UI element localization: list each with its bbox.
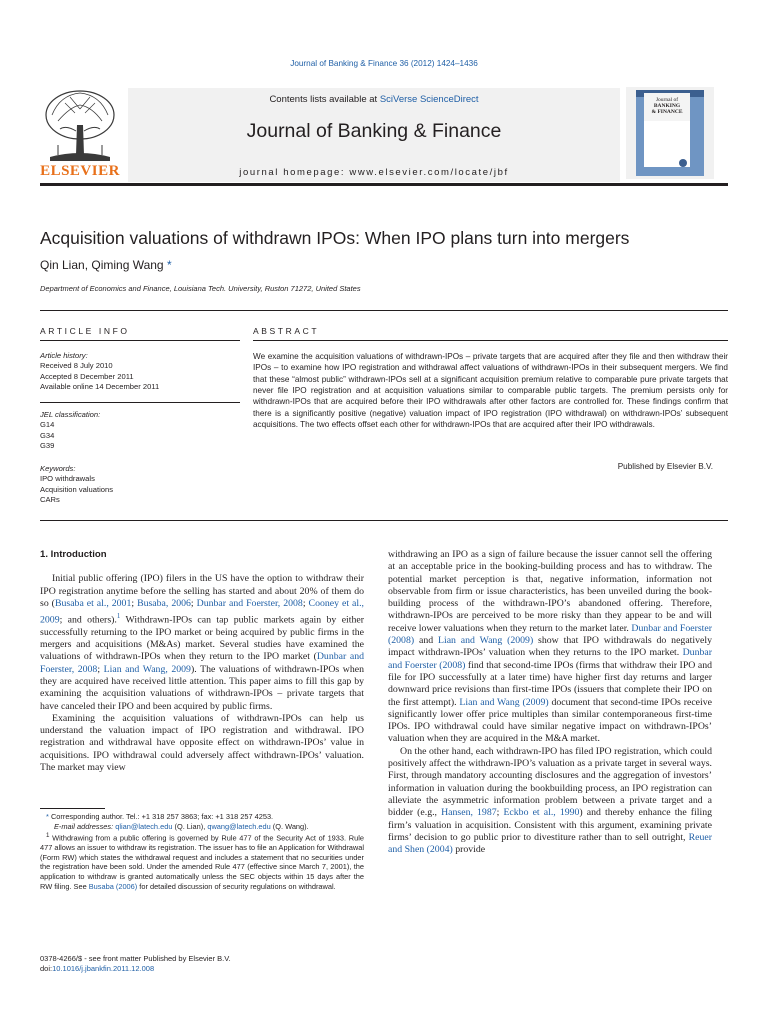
citation-link[interactable]: Busaba, 2006 bbox=[137, 597, 191, 609]
text: ). The valuations of withdrawn-IPOs when they are acquired have received little attention. This paper aims to fill this gap by examining the acquisition valuations of withdrawn-IPOs – private targets that have canceled their IPO and been acquired by public firms. bbox=[40, 663, 365, 712]
issn-doi bbox=[40, 954, 231, 974]
body-column-right bbox=[388, 549, 712, 856]
journal-cover-thumbnail[interactable] bbox=[626, 87, 714, 179]
citation-link[interactable]: Dunbar and Foerster (2008) bbox=[388, 647, 712, 671]
text: Withdrawn-IPOs can tap public markets again by either successfully returning to the IPO market or being acquired by public firms in the mergers and acquisitions (M&As) market. Several studies have examined the valuations of withdrawn-IPOs when they return to the IPO market ( bbox=[40, 614, 364, 663]
citation-link[interactable]: Eckbo et al., 1990 bbox=[503, 807, 580, 819]
author-names: Qin Lian, Qiming Wang bbox=[40, 258, 164, 272]
email-link[interactable]: qlian@latech.edu bbox=[115, 821, 173, 831]
sciencedirect-link[interactable]: SciVerse ScienceDirect bbox=[379, 94, 479, 105]
text: find that second-time IPOs (firms that withdraw their IPO and file for IPO successfully at a later time) have higher first day returns and larger downward price revisions than first-time IPOs (issuers that complete their IPO on the first attempt). bbox=[388, 659, 713, 708]
journal-homepage[interactable]: journal homepage: www.elsevier.com/locate/jbf bbox=[239, 167, 509, 178]
text: Withdrawing from a public offering is governed by Rule 477 of the Security Act of 1933. Rule 477 allows an issuer to withdraw its registration. The issuer has to file an Application for Withdrawal (Form RW) which states the withdrawal request and includes a statement that no securities under the registration have been sold. Under the amended Rule 477 (effective since March 7, 2001), the application to withdraw is granted automatically unless the SEC objects within 15 days after the RW filing. See bbox=[40, 833, 364, 891]
divider bbox=[40, 402, 240, 403]
masthead-rule bbox=[40, 183, 728, 186]
affiliation: Department of Economics and Finance, Louisiana Tech. University, Ruston 71272, United States bbox=[40, 284, 361, 293]
text: show that IPO withdrawals do negatively impact withdrawn-IPOs’ valuation when they returns to the IPO market. bbox=[388, 635, 712, 659]
paragraph: Examining the acquisition valuations of withdrawn-IPOs can help us understand the valuation impact of IPO registration and withdrawal. IPO registration and withdrawal have opposite effect on withdrawn-IPOs’ value in acquisitions. IPO withdrawal could adversely affect withdrawn-IPOs’ valuation. The market may view bbox=[40, 712, 364, 774]
history-item: Available online 14 December 2011 bbox=[40, 382, 160, 392]
citation-link[interactable]: Busaba et al., 2001 bbox=[54, 597, 132, 609]
divider bbox=[40, 520, 728, 521]
text: ; bbox=[302, 597, 309, 609]
divider bbox=[40, 310, 728, 311]
footnote bbox=[40, 812, 364, 822]
authors bbox=[40, 258, 172, 272]
citation-link[interactable]: Hansen, 1987 bbox=[441, 807, 497, 819]
running-head[interactable]: Journal of Banking & Finance 36 (2012) 1424–1436 bbox=[290, 59, 478, 68]
keyword: CARs bbox=[40, 495, 60, 505]
divider bbox=[253, 340, 728, 341]
footnote-link[interactable]: 1 bbox=[116, 612, 121, 621]
text: for detailed discussion of security regulations on withdrawal. bbox=[137, 881, 336, 891]
text: ) and thereby enhance the filing firm’s valuation in acquisition. Consistent with this argument, examining private firms’ decision to go public prior to divestiture rather than to sell outright, bbox=[388, 807, 712, 843]
keyword: IPO withdrawals bbox=[40, 474, 95, 484]
doi-label: doi: bbox=[40, 964, 53, 973]
publisher-logo-text[interactable]: ELSEVIER bbox=[40, 163, 120, 179]
text: ; bbox=[97, 663, 104, 675]
jel-code: G34 bbox=[40, 430, 55, 440]
article-title: Acquisition valuations of withdrawn IPOs: When IPO plans turn into mergers bbox=[40, 228, 630, 248]
doi-line bbox=[40, 964, 231, 974]
jel-code: G39 bbox=[40, 441, 55, 451]
body-column-left bbox=[40, 549, 364, 774]
citation-link[interactable]: Dunbar and Foerster, 2008 bbox=[40, 651, 365, 675]
jel-code: G14 bbox=[40, 420, 55, 430]
keywords-label: Keywords: bbox=[40, 464, 76, 473]
text: provide bbox=[452, 844, 486, 856]
corresponding-mark: * bbox=[46, 812, 49, 821]
citation-link[interactable]: Lian and Wang (2009) bbox=[437, 635, 534, 647]
footnote bbox=[40, 831, 364, 891]
jel-classification bbox=[40, 410, 240, 452]
text: document that second-time IPOs receive significantly lower offer price multiples than similar contemporaneous first-time IPOs. IPO withdrawal could have similar negative impact on withdrawn-IPOs’ valuation when they are acquired in the M&A market. bbox=[388, 696, 712, 745]
text: (Q. Lian), bbox=[172, 821, 208, 831]
section-heading: 1. Introduction bbox=[40, 549, 107, 560]
article-info-heading: ARTICLE INFO bbox=[40, 326, 130, 336]
paragraph bbox=[388, 549, 712, 746]
citation-link[interactable]: Busaba (2006) bbox=[88, 881, 138, 891]
svg-text:BANKING: BANKING bbox=[653, 103, 681, 109]
divider bbox=[40, 340, 240, 341]
text: ; bbox=[496, 807, 504, 819]
svg-text:& FINANCE: & FINANCE bbox=[651, 109, 683, 115]
jel-label: JEL classification: bbox=[40, 410, 101, 419]
citation-link[interactable]: Cooney et al., 2009 bbox=[40, 597, 364, 626]
doi-link[interactable]: 10.1016/j.jbankfin.2011.12.008 bbox=[52, 964, 155, 973]
footnote bbox=[40, 822, 364, 832]
citation-link[interactable]: Reuer and Shen (2004) bbox=[388, 831, 712, 856]
issn: 0378-4266/$ - see front matter Published by Elsevier B.V. bbox=[40, 954, 231, 963]
text: Initial public offering (IPO) filers in the US have the option to withdraw their IPO registration anytime before the selling has started and about 20% of them do so ( bbox=[40, 573, 364, 609]
paragraph bbox=[388, 746, 712, 857]
email-link[interactable]: qwang@latech.edu bbox=[207, 821, 271, 831]
citation-link[interactable]: Dunbar and Foerster (2008) bbox=[388, 622, 712, 647]
corresponding-author-mark[interactable]: * bbox=[166, 258, 172, 272]
text: Corresponding author. Tel.: +1 318 257 3863; fax: +1 318 257 4253. bbox=[48, 812, 274, 821]
email-label: E-mail addresses: bbox=[54, 821, 116, 831]
citation-link[interactable]: Lian and Wang (2009) bbox=[459, 696, 549, 708]
keyword: Acquisition valuations bbox=[40, 484, 114, 494]
publisher-note: Published by Elsevier B.V. bbox=[617, 462, 713, 471]
text: ; bbox=[131, 597, 138, 609]
abstract-text: We examine the acquisition valuations of withdrawn-IPOs – private targets that are acquired after they file and then withdraw their IPOs – to examine how IPO registration and withdrawal affect valuations of withdrawn-IPOs in their subsequent mergers. We find that these “almost public” withdrawn-IPOs sell at a significant acquisition premium relative to comparable pure private targets that never file IPO registration and at acquisition valuations similar to comparable public targets. The premium persists only for withdrawn-IPOs that are acquired before their IPO withdrawals after other factors are controlled for. These findings confirm that there is a significantly positive (negative) valuation impact of IPO registration (IPO withdrawal) on withdrawn-IPOs’ subsequent acquisitions. The two effects offset each other for withdrawn-IPOs that are acquired after their IPO withdrawals. bbox=[253, 352, 728, 430]
text: withdrawing an IPO as a sign of failure because the issuer cannot sell the offering at an acceptable price in the booking-building process and has to withdraw. The potential market perception is that, negative information, information not observable from firm or issue characteristics, has been unveiled during the book-building process of the withdrawn-IPO’s abandoned offering. Therefore, withdrawn-IPOs are perceived to be more risky than they appear to be and will receive lower valuations when they return to the market later. bbox=[388, 549, 712, 634]
journal-title: Journal of Banking & Finance bbox=[246, 120, 502, 142]
footnotes bbox=[40, 812, 364, 891]
history-label: Article history: bbox=[40, 351, 88, 360]
citation-link[interactable]: Lian and Wang, 2009 bbox=[103, 663, 191, 675]
footnote-number: 1 bbox=[46, 832, 50, 840]
citation-link[interactable]: Dunbar and Foerster, 2008 bbox=[196, 597, 303, 609]
text: ; and others). bbox=[59, 614, 117, 626]
text: On the other hand, each withdrawn-IPO has filed IPO registration, which could positively affect the withdrawn-IPO’s valuation as a private target in several ways. First, through mandatory accounting disclosures and the aggregation of investors’ information in valuation during the bookbuilding process, an IPO registration can alleviate the asymmetric information problem between a private target and a bidder (e.g., bbox=[388, 745, 712, 819]
abstract bbox=[253, 351, 728, 430]
svg-text:Journal of: Journal of bbox=[655, 97, 679, 103]
text: and bbox=[414, 635, 438, 647]
contents-prefix: Contents lists available at bbox=[269, 94, 380, 105]
text: ; bbox=[190, 597, 197, 609]
abstract-heading: ABSTRACT bbox=[253, 326, 320, 336]
contents-line bbox=[128, 94, 620, 105]
history-item: Accepted 8 December 2011 bbox=[40, 371, 134, 381]
paragraph bbox=[40, 573, 364, 713]
text: (Q. Wang). bbox=[270, 821, 309, 831]
history-item: Received 8 July 2010 bbox=[40, 361, 113, 371]
article-history bbox=[40, 351, 240, 393]
keywords bbox=[40, 464, 240, 506]
footnote-rule bbox=[40, 808, 105, 809]
